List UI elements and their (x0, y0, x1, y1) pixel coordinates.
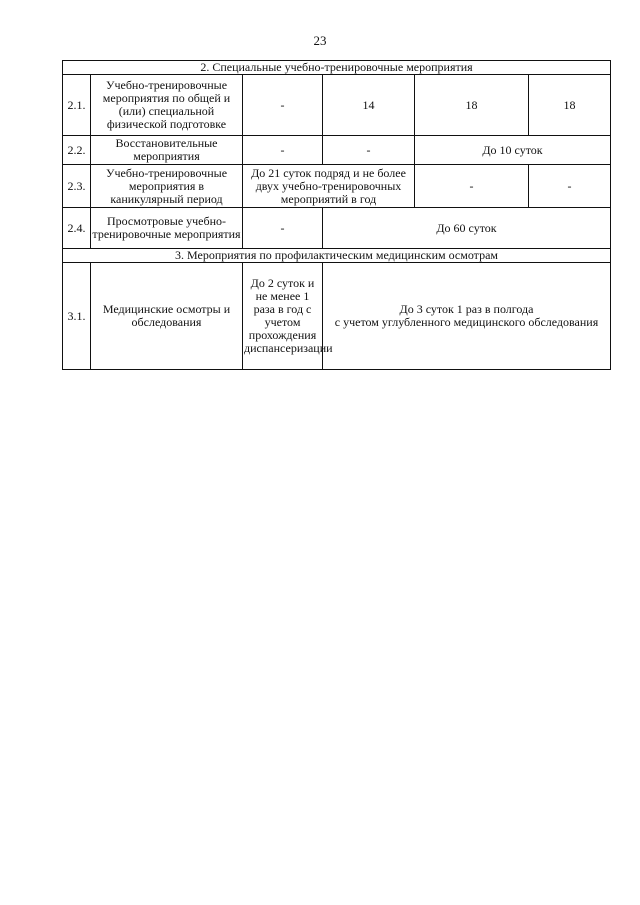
cell-line: До 3 суток 1 раз в полгода (399, 302, 534, 316)
cell-value: - (415, 165, 529, 208)
table-row (63, 165, 611, 208)
cell-value: - (529, 165, 611, 208)
cell-value: 18 (529, 75, 611, 136)
row-name: Медицинские осмотры и обследования (91, 263, 243, 370)
row-name: Просмотровые учебно-тренировочные мероприятия (91, 208, 243, 249)
cell-value-merged (323, 263, 611, 370)
row-name: Восстановительные мероприятия (91, 136, 243, 165)
table-row (63, 263, 611, 370)
row-number: 2.2. (63, 136, 91, 165)
section-3-title: 3. Мероприятия по профилактическим медицинским осмотрам (63, 249, 611, 263)
cell-value: До 2 суток и не менее 1 раза в год с учетом прохождения диспансеризации (243, 263, 323, 370)
cell-value: - (323, 136, 415, 165)
cell-line: с учетом углубленного медицинского обследования (334, 315, 599, 329)
page-number: 23 (313, 33, 327, 48)
cell-value: До 21 суток подряд и не более двух учебно-тренировочных мероприятий в год (243, 165, 415, 208)
section-2-title: 2. Специальные учебно-тренировочные мероприятия (63, 61, 611, 75)
row-number: 2.4. (63, 208, 91, 249)
row-number: 3.1. (63, 263, 91, 370)
cell-value: До 10 суток (415, 136, 611, 165)
table-row (63, 75, 611, 136)
cell-value: 18 (415, 75, 529, 136)
cell-value: - (243, 208, 323, 249)
cell-value: - (243, 75, 323, 136)
table-row (63, 136, 611, 165)
row-name: Учебно-тренировочные мероприятия по общей и (или) специальной физической подготовке (91, 75, 243, 136)
table-row (63, 208, 611, 249)
schedule-table (62, 60, 611, 370)
row-number: 2.1. (63, 75, 91, 136)
section-header-row (63, 249, 611, 263)
cell-value: До 60 суток (323, 208, 611, 249)
row-number: 2.3. (63, 165, 91, 208)
cell-value: 14 (323, 75, 415, 136)
row-name: Учебно-тренировочные мероприятия в каникулярный период (91, 165, 243, 208)
section-header-row (63, 61, 611, 75)
cell-value: - (243, 136, 323, 165)
